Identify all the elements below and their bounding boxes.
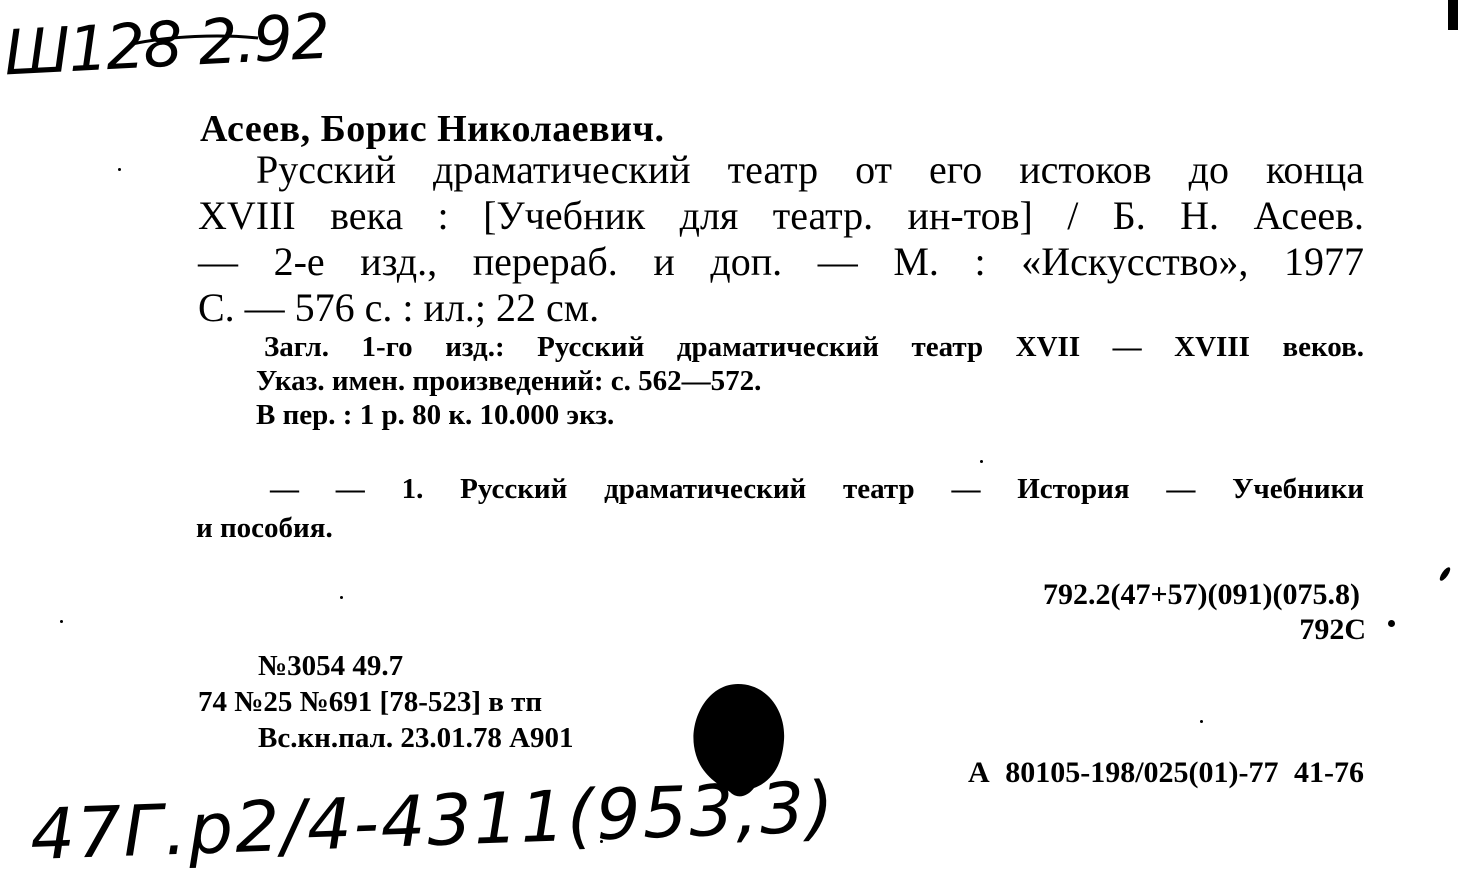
handwritten-inventory: 47Г.р2/4-4311(953,3) xyxy=(28,765,838,877)
author-heading: Асеев, Борис Николаевич. xyxy=(200,108,665,150)
scan-speck xyxy=(1448,0,1458,30)
note-line-2: Указ. имен. произведений: с. 562—572. xyxy=(256,365,762,397)
note-line-1: Загл. 1-го изд.: Русский драматический театр XVII — XVIII веков. xyxy=(264,331,1364,363)
description-line-1: Русский драматический театр от его истоков до конца xyxy=(256,147,1364,192)
scan-speck xyxy=(980,460,983,463)
scan-speck xyxy=(1388,620,1395,627)
subject-line-2: и пособия. xyxy=(196,512,333,544)
print-info-line-3: Вс.кн.пал. 23.01.78 А901 xyxy=(258,722,574,754)
shelfmark-underline xyxy=(130,30,260,50)
note-line-3: В пер. : 1 р. 80 к. 10.000 экз. xyxy=(256,399,615,431)
bbk-code: 792С xyxy=(1299,613,1366,646)
print-info-line-1: №3054 49.7 xyxy=(258,650,404,682)
description-line-3: — 2-е изд., перераб. и доп. — М. : «Искусство», 1977 xyxy=(198,239,1364,284)
scan-speck xyxy=(60,620,63,623)
scan-speck xyxy=(1438,566,1452,583)
description-line-2: XVIII века : [Учебник для театр. ин-тов] / Б. Н. Асеев. xyxy=(198,193,1364,238)
scan-speck xyxy=(118,168,121,171)
udc-code: 792.2(47+57)(091)(075.8) xyxy=(1042,578,1360,611)
scan-speck xyxy=(1200,720,1203,723)
subject-line-1: — — 1. Русский драматический театр — История — Учебники xyxy=(270,473,1364,505)
handwritten-shelfmark: Ш128 2.92 xyxy=(2,0,331,90)
print-info-line-2: 74 №25 №691 [78-523] в тп xyxy=(198,686,543,718)
scan-speck xyxy=(340,596,343,599)
publisher-code: А 80105-198/025(01)-77 41-76 xyxy=(968,756,1364,789)
description-line-4: С. — 576 с. : ил.; 22 см. xyxy=(198,285,600,330)
